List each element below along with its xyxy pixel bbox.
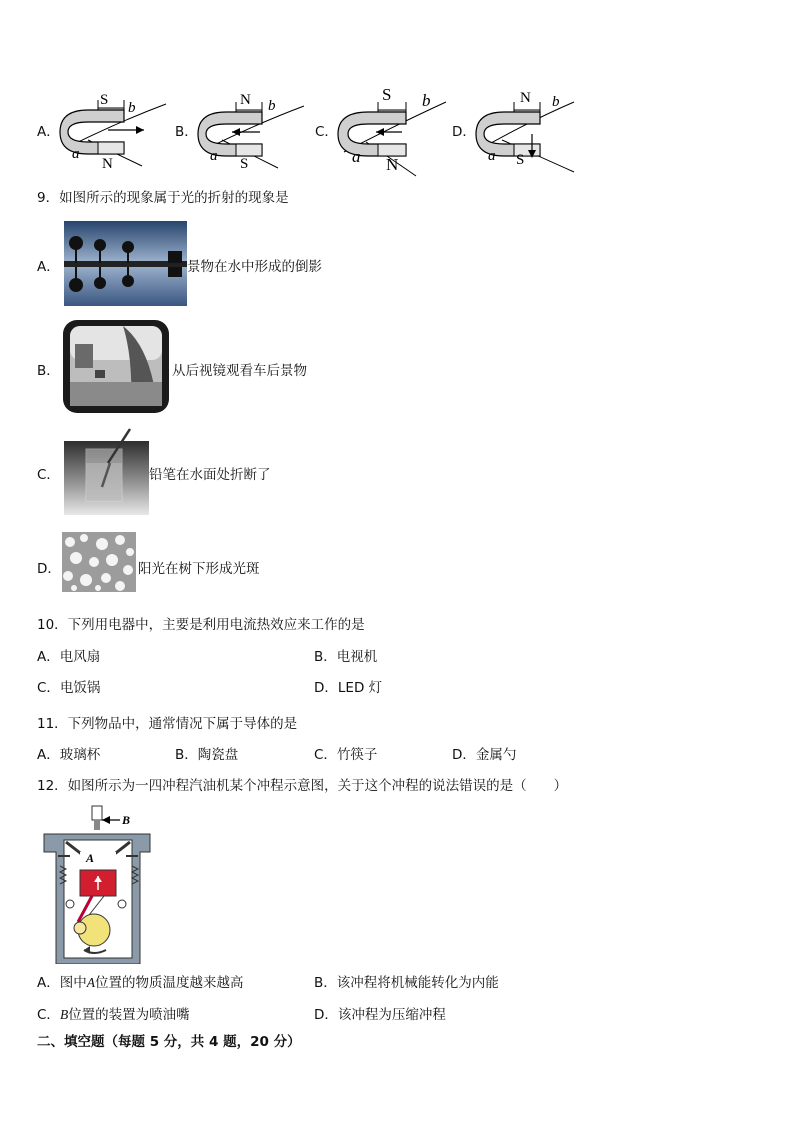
q8-d-pole-bottom: S [516,152,525,168]
q8-b-label-a: a [210,148,218,164]
q12-stem: 12．如图所示为一四冲程汽油机某个冲程示意图，关于这个冲程的说法错误的是（ ） [37,778,568,794]
q8-a-pole-top: S [100,92,109,108]
q12-option-a: A．图中A位置的物质温度越来越高 [37,975,244,991]
q11-option-d: D．金属勺 [452,747,517,763]
q8-a-label-a: a [72,146,80,162]
q8-magnet-figure-b [196,84,306,174]
q11-option-b: B．陶瓷盘 [175,747,239,763]
q8-option-d-letter: D． [452,124,476,140]
q10-option-d: D．LED 灯 [314,680,383,696]
q9-option-a-text: 景物在水中形成的倒影 [187,259,322,275]
q11-option-a: A．玻璃杯 [37,747,101,763]
q9-option-d-letter: D． [37,561,61,577]
q8-d-label-a: a [488,148,496,164]
q10-option-b: B．电视机 [314,649,378,665]
q10-option-c: C．电饭锅 [37,680,101,696]
q9-option-b-letter: B． [37,363,60,379]
q9-option-c-letter: C． [37,467,60,483]
q9-stem: 9．如图所示的现象属于光的折射的现象是 [37,190,289,206]
q8-c-pole-top: S [382,85,392,104]
q12-option-b: B．该冲程将机械能转化为内能 [314,975,499,991]
q12-label-b: B [122,813,131,827]
q8-magnet-figure-d [474,84,578,176]
q8-c-label-a: a [352,147,361,166]
q12-engine-diagram [40,804,156,964]
q11-stem: 11．下列物品中，通常情况下属于导体的是 [37,716,298,732]
q8-b-pole-bottom: S [240,156,249,172]
q12-option-c: C．B位置的装置为喷油嘴 [37,1007,190,1023]
q12-label-a: A [86,851,95,865]
q8-option-b-letter: B． [175,124,198,140]
q9-option-b-text: 从后视镜观看车后景物 [172,363,307,379]
q8-a-label-b: b [128,100,136,116]
q8-a-pole-bottom: N [102,156,113,172]
q8-b-pole-top: N [240,92,251,108]
q9-light-spots-photo [62,532,136,592]
q8-magnet-figure-c [336,82,448,178]
q9-rearview-mirror-photo [61,318,171,415]
q8-d-pole-top: N [520,90,531,106]
q8-option-a-letter: A． [37,124,60,140]
q10-stem: 10．下列用电器中，主要是利用电流热效应来工作的是 [37,617,365,633]
q9-option-a-letter: A． [37,259,60,275]
q8-c-label-b: b [422,91,431,110]
q8-d-label-b: b [552,94,560,110]
q8-b-label-b: b [268,98,276,114]
q8-option-c-letter: C． [315,124,338,140]
q9-reflection-photo [64,221,187,306]
q12-option-d: D．该冲程为压缩冲程 [314,1007,446,1023]
q8-magnet-figure-a [58,82,168,174]
q9-pencil-in-water-photo [64,427,149,515]
q9-option-c-text: 铅笔在水面处折断了 [149,467,271,483]
section-heading-fill-blank: 二、填空题（每题 5 分，共 4 题，20 分） [37,1034,301,1050]
q10-option-a: A．电风扇 [37,649,101,665]
q9-option-d-text: 阳光在树下形成光斑 [138,561,260,577]
q8-c-pole-bottom: N [386,155,399,174]
q11-option-c: C．竹筷子 [314,747,378,763]
